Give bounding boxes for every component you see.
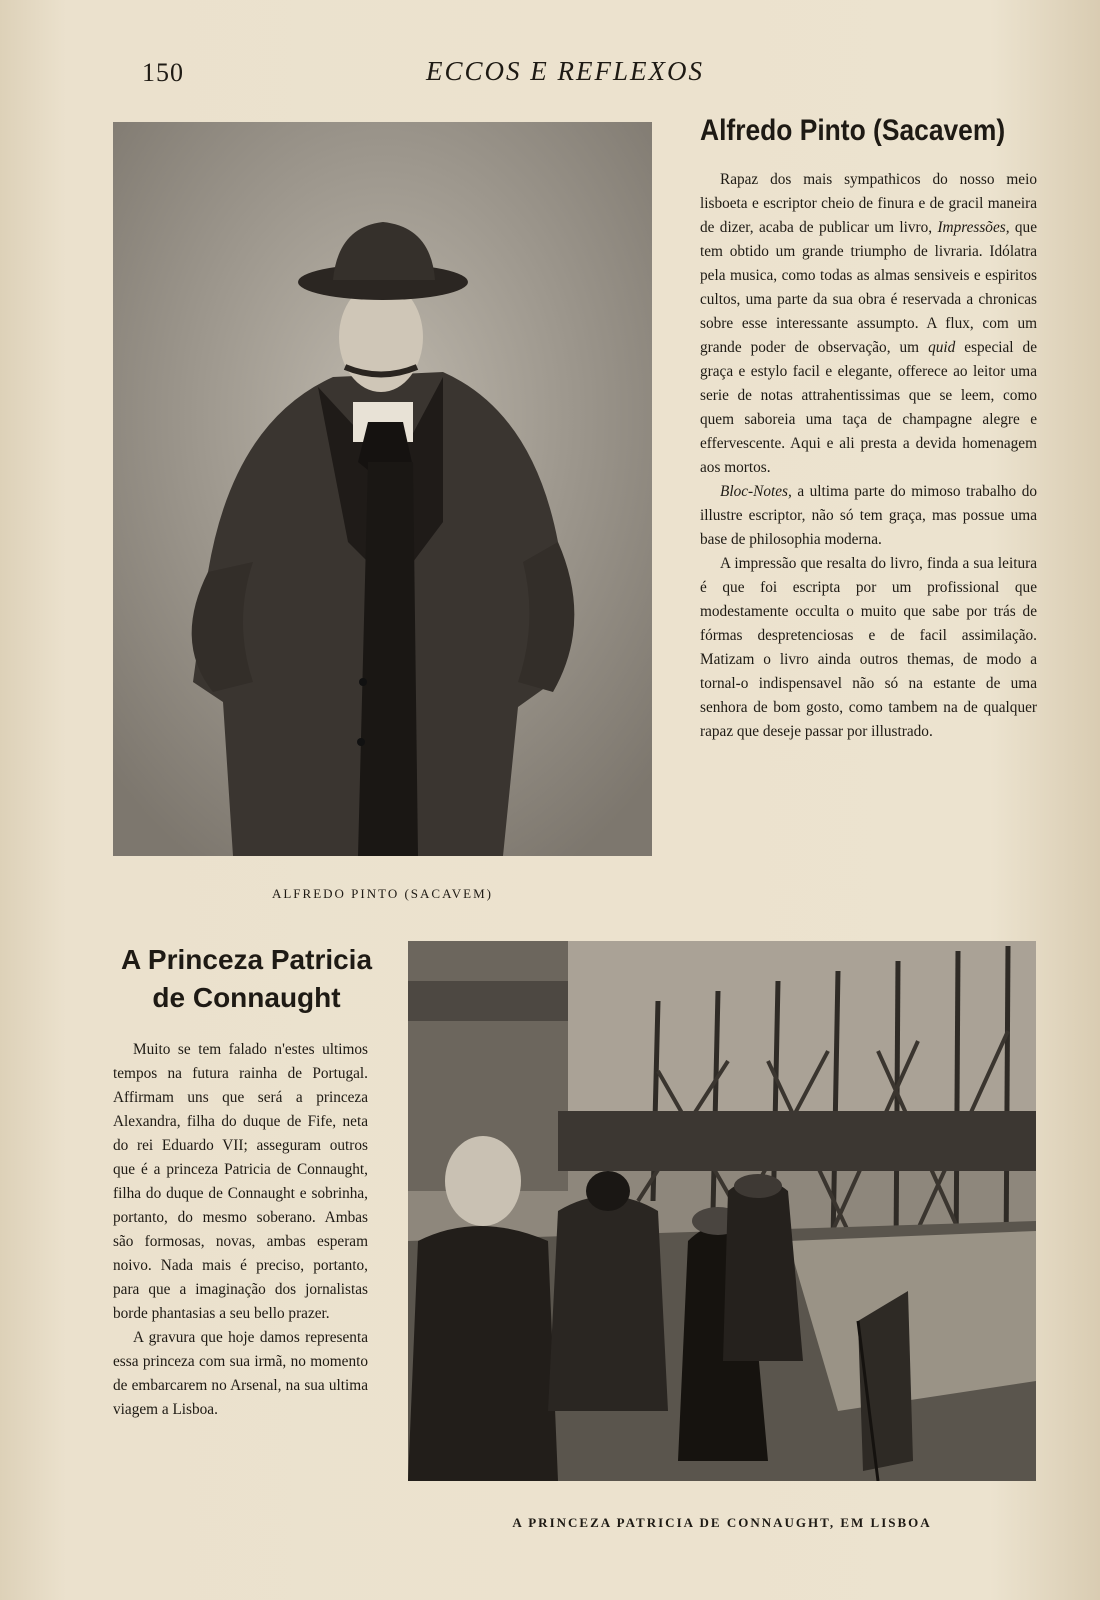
text-run: especial de graça e estylo facil e elegante, offerece ao leitor uma serie de notas attrahentissimas que se leem, como quem saboreia uma taça de champagne alegre e effervescente. Aqui e ali presta a devida homenagem aos mortos. xyxy=(700,339,1037,476)
article-2-headline xyxy=(113,941,380,1017)
article-1-paragraph xyxy=(700,168,1037,480)
text-run: a ultima parte do mimoso trabalho do illustre escriptor, não só tem graça, mas possue uma base de philosophia moderna. xyxy=(700,483,1037,548)
harbor-caption: A PRINCEZA PATRICIA DE CONNAUGHT, EM LISBOA xyxy=(512,1515,932,1530)
article-1-paragraph: A impressão que resalta do livro, finda a sua leitura é que foi escripta por um profissional que modestamente occulta o muito que sabe por trás de fórmas despretenciosas e de facil assimilação. Matizam o livro ainda outros themas, de modo a tornal-o indispensavel não só na estante de uma senhora de bom gosto, como tambem na de qualquer rapaz que deseje passar por illustrado. xyxy=(700,555,1037,740)
headline-line: de Connaught xyxy=(152,982,341,1013)
article-1-body xyxy=(700,168,1037,744)
harbor-photo xyxy=(408,941,1036,1481)
article-2-body xyxy=(113,1038,368,1422)
text-run: Rapaz dos mais sympathicos do nosso meio lisboeta e escriptor cheio de finura e de gracil maneira de dizer, acaba de publicar um livro, xyxy=(700,171,1037,236)
article-2-paragraph: A gravura que hoje damos representa essa princeza com sua irmã, no momento de embarcarem no Arsenal, na sua ultima viagem a Lisboa. xyxy=(113,1329,368,1418)
italic-word: quid xyxy=(928,339,956,356)
page-number: 150 xyxy=(142,58,184,87)
article-1-paragraph xyxy=(700,480,1037,552)
running-title: ECCOS E REFLEXOS xyxy=(426,56,704,86)
portrait-photo xyxy=(113,122,652,856)
book-section-title: Bloc-Notes, xyxy=(720,483,792,500)
book-title: Impressões, xyxy=(937,219,1010,236)
headline-line: A Princeza Patricia xyxy=(120,944,373,975)
article-2-paragraph: Muito se tem falado n'estes ultimos tempos na futura rainha de Portugal. Affirmam uns que será a princeza Alexandra, filha do duque de Fife, neta do rei Eduardo VII; asseguram outros que é a princeza Patricia de Connaught, filha do duque de Connaught e sobrinha, portanto, do mesmo soberano. Ambas são formosas, novas, ambas esperam noivo. Nada mais é preciso, portanto, para que a imaginação dos jornalistas borde phantasias a seu bello prazer. xyxy=(113,1041,368,1322)
portrait-caption: ALFREDO PINTO (SACAVEM) xyxy=(271,886,494,901)
article-1-headline: Alfredo Pinto (Sacavem) xyxy=(700,114,1006,147)
text-run: que tem obtido um grande triumpho de livraria. Idólatra pela musica, como todas as almas sensiveis e espiritos cultos, uma parte da sua obra é reservada a chronicas sobre esse interessante assumpto. A flux, com um grande poder de observação, um xyxy=(700,219,1037,356)
